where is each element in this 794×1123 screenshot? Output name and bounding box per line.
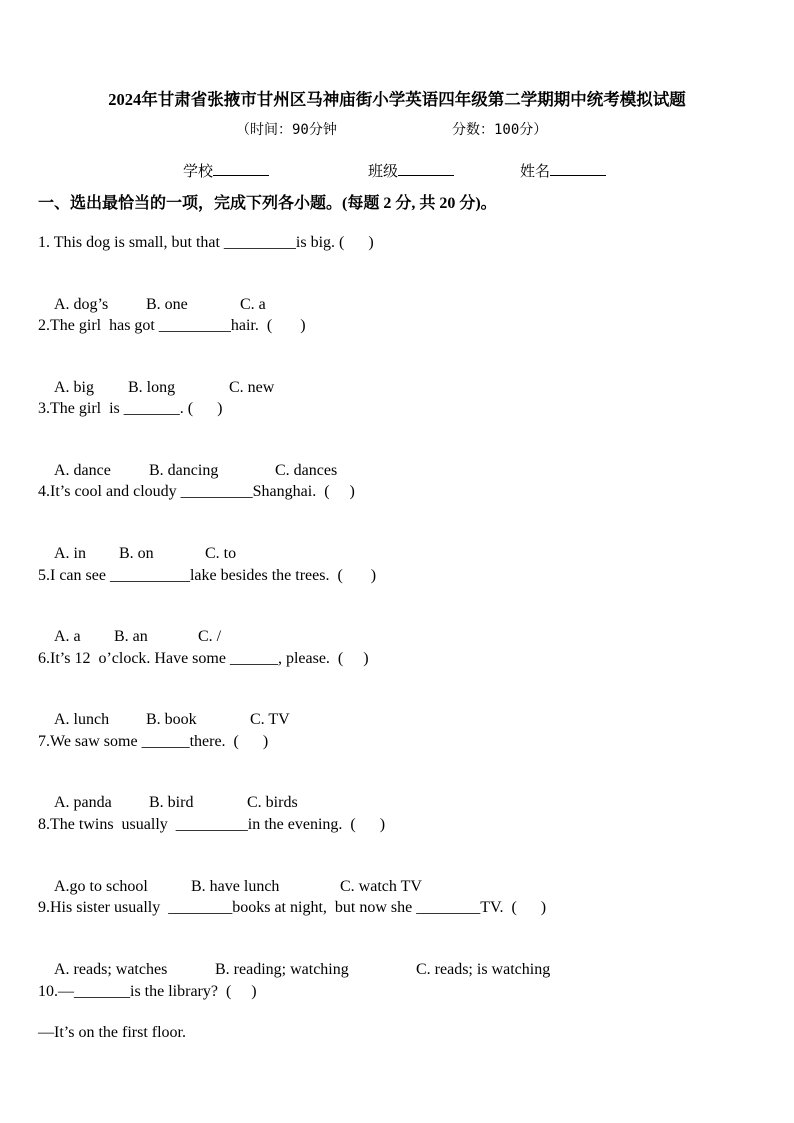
score-note: 分数：100分） xyxy=(452,122,548,138)
class-label: 班级 xyxy=(368,164,399,180)
option-b: B. an xyxy=(114,628,148,645)
question-stem: 9.His sister usually ________books at night, but now she ________TV. ( ) xyxy=(38,899,547,916)
name-label: 姓名 xyxy=(520,164,551,180)
option-b: B. book xyxy=(146,711,197,728)
question-stem: 3.The girl is _______. ( ) xyxy=(38,400,223,417)
school-blank xyxy=(213,161,269,176)
class-field xyxy=(368,160,454,181)
option-a: A.go to school xyxy=(54,878,148,895)
option-b: B. have lunch xyxy=(191,878,280,895)
option-a: A. dance xyxy=(54,462,111,479)
option-b: B. one xyxy=(146,296,188,313)
question-stem: 2.The girl has got _________hair. ( ) xyxy=(38,317,306,334)
option-c: C. a xyxy=(240,296,266,313)
option-a: A. reads; watches xyxy=(54,961,168,978)
question-stem: 5.I can see __________lake besides the trees. ( ) xyxy=(38,567,377,584)
option-c: C. new xyxy=(229,379,275,396)
name-field xyxy=(520,160,606,181)
option-a: A. dog’s xyxy=(54,296,109,313)
answer-line: —It’s on the first floor. xyxy=(38,1024,186,1041)
exam-title: 2024年甘肃省张掖市甘州区马神庙街小学英语四年级第二学期期中统考模拟试题 xyxy=(108,90,686,109)
option-b: B. reading; watching xyxy=(215,961,349,978)
option-c: C. reads; is watching xyxy=(416,961,551,978)
option-c: C. dances xyxy=(275,462,338,479)
option-a: A. lunch xyxy=(54,711,110,728)
question-stem: 4.It’s cool and cloudy _________Shanghai. ( ) xyxy=(38,483,355,500)
option-a: A. a xyxy=(54,628,81,645)
option-a: A. panda xyxy=(54,794,112,811)
option-b: B. dancing xyxy=(149,462,219,479)
question-stem: 7.We saw some ______there. ( ) xyxy=(38,733,269,750)
name-blank xyxy=(550,161,606,176)
question-stem: 10.—_______is the library? ( ) xyxy=(38,983,257,1000)
option-c: C. birds xyxy=(247,794,298,811)
question-stem: 8.The twins usually _________in the evening. ( ) xyxy=(38,816,386,833)
option-b: B. on xyxy=(119,545,154,562)
option-b: B. long xyxy=(128,379,176,396)
option-a: A. big xyxy=(54,379,94,396)
class-blank xyxy=(398,161,454,176)
section-heading: 一、选出最恰当的一项，完成下列各小题。(每题 2 分, 共 20 分)。 xyxy=(38,195,497,212)
option-c: C. TV xyxy=(250,711,290,728)
option-a: A. in xyxy=(54,545,86,562)
option-c: C. watch TV xyxy=(340,878,422,895)
time-note: （时间：90分钟 xyxy=(236,122,337,138)
school-label: 学校 xyxy=(183,164,214,180)
question-stem: 1. This dog is small, but that _________is big. ( ) xyxy=(38,234,374,251)
exam-meta xyxy=(236,119,548,139)
option-b: B. bird xyxy=(149,794,194,811)
option-c: C. to xyxy=(205,545,237,562)
question-stem: 6.It’s 12 o’clock. Have some ______, please. ( ) xyxy=(38,650,369,667)
option-c: C. / xyxy=(198,628,222,645)
school-field xyxy=(183,160,269,181)
